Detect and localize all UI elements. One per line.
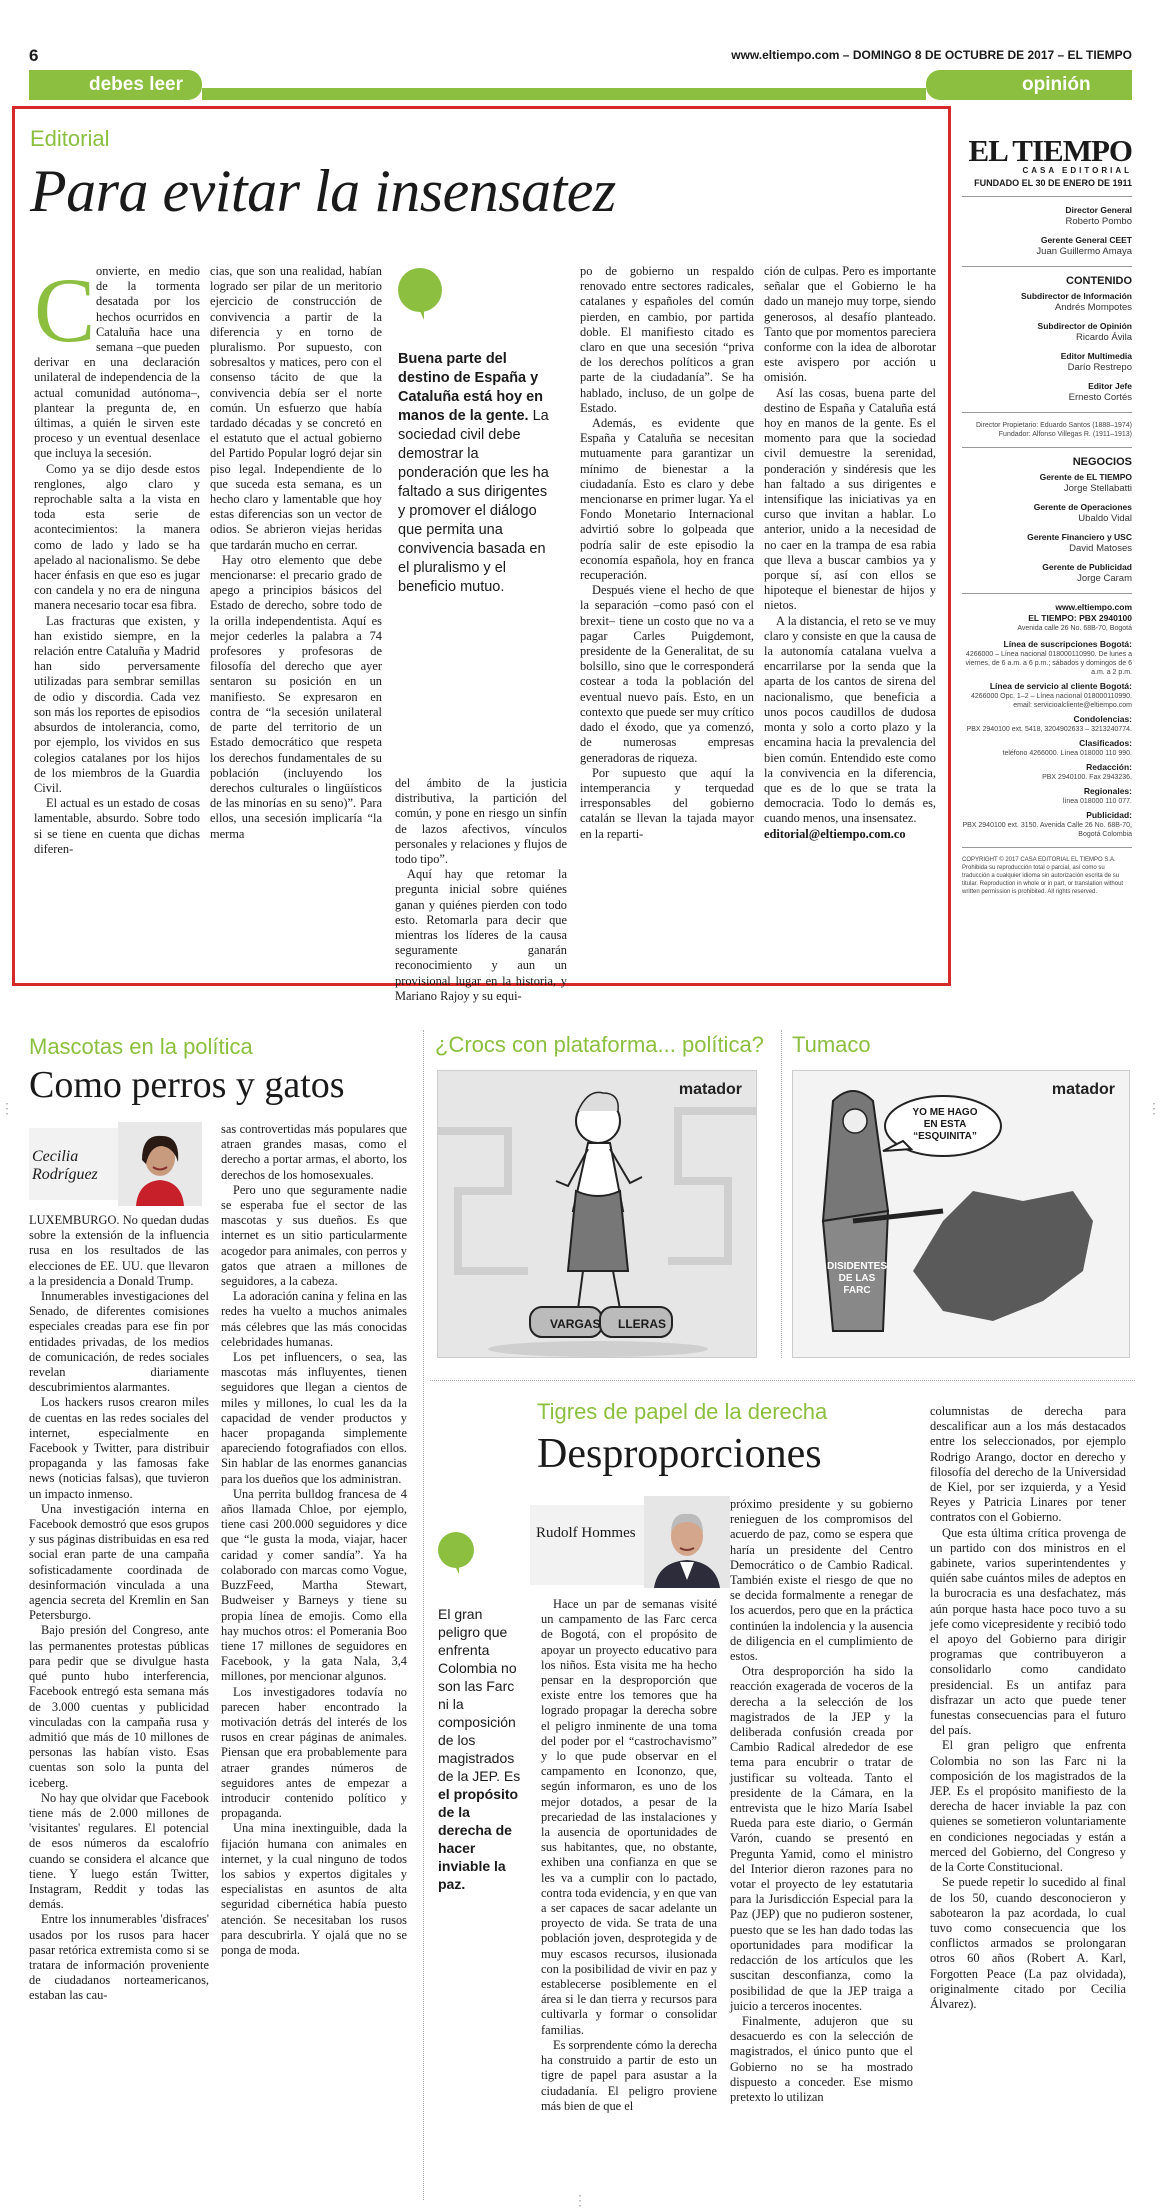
- staff-role: Editor Jefe: [1088, 381, 1132, 391]
- paragraph: Los hackers rusos crearon miles de cuentas en las redes sociales del internet, especialmente en Facebook y Twitter, para distribuir propaganda y las famosas fake news (noticias falsas), que tuvieron un impacto inmenso.: [29, 1395, 209, 1501]
- contact-head: Regionales:: [1083, 786, 1132, 796]
- paragraph: Los investigadores todavía no parecen haber encontrado la motivación detrás del interés de los rusos en crear páginas de animales. Piensan que era probablemente para atraer grandes números de seguidores antes de empezar a introducir contenido político y propaganda.: [221, 1684, 407, 1821]
- website-link[interactable]: www.eltiempo.com: [1055, 602, 1132, 612]
- section-divider: [430, 1380, 1135, 1381]
- paragraph: próximo presidente y su gobierno renieguen de los compromisos del acuerdo de paz, como se espera que haría un presidente del Centro Democrático o de Cambio Radical. También existe el riesgo de que no se decida formalmente a renegar de los acuerdos, pero que en la práctica continúen la indolencia y la ausencia de diligencia en el cumplimiento de estos.: [730, 1497, 913, 1664]
- editorial-kicker: Editorial: [30, 126, 110, 151]
- founder-line: Fundador: Alfonso Villegas R. (1911–1913): [998, 431, 1132, 438]
- staff-role: Gerente de Operaciones: [1033, 502, 1132, 512]
- paragraph: Además, es evidente que España y Cataluña se necesitan mutuamente para garantizar un mínimo de bienestar a la ciudadanía. Esto es claro y debe mencionarse en primer lugar. Ya el Fondo Monetario Internacional advirtió sobre lo golpeada que podría salir de este episodio la economía española, hoy en franca recuperación.: [580, 416, 754, 583]
- pull-quote-text: El gran peligro que enfrenta Colombia no son las Farc ni la composición de los magistrados de la JEP. Es: [438, 1606, 521, 1784]
- croc-label-left: VARGAS: [550, 1317, 601, 1331]
- tigres-column-1: [541, 1597, 717, 2114]
- paragraph: Se puede repetir lo sucedido al final de los 50, cuando desconocieron y sabotearon la paz acordada, lo cual tuvo como consecuencia que los conflictos armados se prolongaran otros 60 años (Robert A. Karl, Forgotten Peace (La paz olvidada), originalmente citado por Cecilia Álvarez).: [930, 1875, 1126, 2011]
- masthead: [962, 133, 1132, 896]
- tigres-title: Desproporciones: [537, 1431, 822, 1477]
- paragraph: Así las cosas, buena parte del destino de España y Cataluña está hoy en manos de la gente. Es el momento para que la sociedad civil demuestre la serenidad, ponderación y sindéresis que les han faltado a sus dirigentes e intensifique las iniciativas ya en curso que invitan a hablar. Lo anterior, unido a la necesidad de no caer en la trampa de esa rabia que lleva a buscar cambios ya y porque sí, así con ellos se hipoteque el bienestar de hijos y nietos.: [764, 385, 936, 613]
- author-photo: [118, 1122, 202, 1206]
- drop-cap: C: [34, 259, 96, 361]
- paragraph: cias, que son una realidad, habían logrado ser pilar de un meritorio ejercicio de construcción de convivencia a partir de la diferencia y en torno de pluralismo. Por supuesto, con sobresaltos y matices, pero con el consenso tácito de que la convivencia debía ser el norte común. Un esfuerzo que había tardado décadas y se concretó en el estatuto que el actual gobierno del Partido Popular logró dejar sin piso legal. Independiente de lo que suceda esta semana, es un hecho claro y lamentable que hoy estas diferencias son un vector de odios. Se abrieron viejas heridas que tardarán mucho en cerrar.: [210, 264, 382, 552]
- paragraph: La adoración canina y felina en las redes ha vuelto a muchos animales más célebres que las más conocidas celebridades humanas.: [221, 1289, 407, 1349]
- editorial-column-3: [395, 776, 567, 1004]
- negocios-heading: NEGOCIOS: [1072, 456, 1132, 468]
- contact-head: Publicidad:: [1086, 810, 1132, 820]
- contact-head: Línea de suscripciones Bogotá:: [1003, 639, 1132, 649]
- paragraph: Una investigación interna en Facebook demostró que esos grupos y sus páginas distribuidas en esa red social eran parte de una campaña sofisticadamente coordinada de desinformación vinculada a una agencia secreta del Kremlin en San Petersburgo.: [29, 1501, 209, 1623]
- pull-quote-bold: el propósito de la derecha de hacer inviable la paz.: [438, 1786, 519, 1892]
- paragraph: sas controvertidas más populares que atraen grandes masas, como el derecho a portar armas, el aborto, los derechos de los homosexuales.: [221, 1122, 407, 1182]
- contact-text: 4266000 – Línea nacional 018000110990. De lunes a viernes, de 6 a.m. a 6 p.m.; sábados y domingos de 6 a.m. a 2 p.m.: [965, 651, 1132, 676]
- quote-icon: [398, 268, 442, 312]
- paragraph: Es sorprendente cómo la derecha ha construido a partir de esto un tigre de papel para asustar a la ciudadanía. El peligro proviene más bien de que el: [541, 2037, 717, 2113]
- editorial-pull-quote: [398, 350, 556, 597]
- contact-head: Redacción:: [1086, 762, 1132, 772]
- staff-name: Ubaldo Vidal: [1078, 513, 1132, 524]
- staff-name: Ernesto Cortés: [1068, 392, 1132, 403]
- cartoon-signature: matador: [1051, 1081, 1115, 1098]
- mascotas-title: Como perros y gatos: [29, 1064, 345, 1106]
- section-tab-opinion: opinión: [926, 70, 1132, 100]
- address-line: Avenida calle 26 No. 68B-70, Bogotá: [1017, 625, 1132, 632]
- staff-name: Ricardo Ávila: [1076, 332, 1132, 343]
- croc-label-right: LLERAS: [618, 1317, 666, 1331]
- editorial-column-5: [764, 264, 936, 842]
- staff-name: Andrés Mompotes: [1054, 302, 1132, 313]
- paragraph: Después viene el hecho de que la separación –como pasó con el brexit– tiene un costo que no va a pagar Carles Puigdemont, presidente de la Generalitat, de su bolsillo, sino que le corresponderá costear a toda la población del eventual nuevo país. Esto, en un contexto que puede ser muy crítico dado el éxodo, que ya comenzó, de numerosas empresas generadoras de riqueza.: [580, 583, 754, 765]
- fold-mark: ⋮: [0, 1100, 14, 1116]
- staff-role: Editor Multimedia: [1060, 351, 1132, 361]
- editorial-column-4: [580, 264, 754, 842]
- contact-text: PBX 2940100 ext. 3150. Avenida Calle 26 No. 68B-70, Bogotá Colombia: [962, 822, 1132, 838]
- paragraph: Los pet influencers, o sea, las mascotas más influyentes, tienen seguidores que llegan a cientos de miles y millones, lo cual les da la capacidad de vender productos y hacer propaganda simplemente apareciendo fotografiados con ellos. Sin hablar de las enormes ganancias para los dueños que los administran.: [221, 1350, 407, 1486]
- paragraph: El gran peligro que enfrenta Colombia no son las Farc ni la composición de los magistrados de la JEP. Es el propósito manifiesto de la derecha de hacer inviable la paz con quienes se sometieron voluntariamente en condiciones negociadas y están a merced del Gobierno, del Congreso y de la Corte Constitucional.: [930, 1738, 1126, 1875]
- staff-role: Gerente de EL TIEMPO: [1039, 472, 1132, 482]
- staff-name: Jorge Caram: [1077, 573, 1132, 584]
- staff-role: Subdirector de Información: [1021, 291, 1132, 301]
- pull-quote-text: La sociedad civil debe demostrar la ponderación que les ha faltado a sus dirigentes y promover el diálogo que permita una convivencia basada en el pluralismo y el beneficio mutuo.: [398, 408, 549, 595]
- cartoon-signature: matador: [678, 1081, 742, 1098]
- paragraph: No hay que olvidar que Facebook tiene más de 2.000 millones de 'visitantes' regulares. El potencial de esos números da escalofrío cuando se considera el alcance que tiene. Y luego están Twitter, Instagram, Reddit y todas las demás.: [29, 1790, 209, 1912]
- founded-line: FUNDADO EL 30 DE ENERO DE 1911: [974, 178, 1132, 188]
- tigres-column-2: [730, 1497, 913, 2105]
- contact-head: Clasificados:: [1079, 738, 1132, 748]
- paragraph: Entre los innumerables 'disfraces' usados por los rusos para hacer pasar retórica extremista como si se tratara de información proveniente de ciudadanos norteamericanos, estaban las cau-: [29, 1912, 209, 2003]
- paragraph: Las fracturas que existen, y han existido siempre, en la relación entre Cataluña y Madrid han sido perversamente utilizadas para sembrar semillas de odio y discordia. Cada vez son más los reportes de episodios absurdos de intolerancia, como, por ejemplo, los vividos en sus colegios catalanes por los hijos de los miembros de la Guardia Civil.: [34, 613, 200, 795]
- pbx-line: EL TIEMPO: PBX 2940100: [1028, 613, 1132, 623]
- editorial-column-2: [210, 264, 382, 842]
- staff-name: Darío Restrepo: [1067, 362, 1132, 373]
- contact-text: 4266000 Opc. 1–2 – Línea nacional 018000110990. email: servicioalcliente@eltiempo.com: [970, 693, 1132, 709]
- paragraph: Otra desproporción ha sido la reacción exagerada de voceros de la derecha a la selección de los magistrados de la JEP y la deliberada confusión creada por Cambio Radical alrededor de ese tema para encubrir o tratar de justificar su volteada. Tanto el presidente de la Cámara, en la entrevista que le hizo María Isabel Rueda para este diario, o Germán Varón, cuando se presentó en Pregunta Yamid, como el ministro del Interior dieron razones para no votar el proyecto de ley estatutaria para la Jurisdicción Especial para la Paz (JEP) que no pudieron sostener, puesto que se les han dado todas las oportunidades para modificar la redacción de los artículos que les suscitan desconfianza, como la posibilidad de que la JEP traiga a juicio a terceros inocentes.: [730, 1664, 913, 2013]
- paragraph: del ámbito de la justicia distributiva, la partición del común, y pone en riesgo un sinfín de lazos afectivos, vínculos personales y relaciones y flujos de todo tipo”.: [395, 776, 567, 867]
- staff-role: Gerente Financiero y USC: [1027, 532, 1132, 542]
- paragraph: LUXEMBURGO. No quedan dudas sobre la extensión de la influencia rusa en los resultados de las elecciones de EE. UU. que llevaron a la presidencia a Donald Trump.: [29, 1213, 209, 1288]
- pull-quote-bold: Buena parte del destino de España y Cataluña está hoy en manos de la gente.: [398, 351, 544, 424]
- tigres-pull-quote: [438, 1605, 524, 1893]
- author-photo: [644, 1496, 730, 1588]
- speech-bubble-text: YO ME HAGO EN ESTA “ESQUINITA”: [912, 1107, 978, 1142]
- contact-text: PBX 2940100 ext. 5418, 3204902633 – 3213240774.: [966, 726, 1132, 733]
- paragraph: A la distancia, el reto se ve muy claro y consiste en que la causa de la autonomía catalana vuelva a encarrilarse por la senda que la aparta de los cantos de sirena del nacionalismo, que beneficia a unos pocos caudillos de dudosa monta y solo a corto plazo y la encamina hacia la prevalencia del bien común. Entendido este como la convivencia en la diferencia, que es de lo que se trata la democracia. Todo lo demás es, cuando menos, una insensatez.: [764, 613, 936, 826]
- section-bar: [202, 88, 926, 100]
- cartoon-label: DISIDENTES DE LAS FARC: [827, 1261, 888, 1296]
- paragraph: ción de culpas. Pero es importante señalar que el Gobierno le ha dado un manejo muy torpe, siendo generosos, al desafío planteado. Tanto que por momentos pareciera conforme con la idea de alborotar este avispero por acción u omisión.: [764, 264, 936, 385]
- mascotas-column-1: [29, 1213, 209, 2004]
- paragraph: Innumerables investigaciones del Senado, de diferentes comisiones especiales creadas para ese fin por entidades privadas, de los medios de comunicación, de redes sociales revelan diariamente descubrimientos alarmantes.: [29, 1289, 209, 1395]
- staff-name: Roberto Pombo: [1065, 216, 1132, 227]
- logo: EL TIEMPO: [968, 133, 1132, 168]
- paragraph: El actual es un estado de cosas lamentable, absurdo. Sobre todo si se tiene en cuenta que dichas diferen-: [34, 796, 200, 856]
- tigres-kicker: Tigres de papel de la derecha: [537, 1399, 828, 1424]
- mascotas-kicker: Mascotas en la política: [29, 1034, 253, 1059]
- paragraph: Una mina inextinguible, dada la fijación humana con animales en internet, y la cual ninguno de todos los sabios y expertos digitales y especialistas en asuntos de alta seguridad cibernética había puesto atención. Se necesitaban los rusos para descubrirla. Y ojalá que no se ponga de moda.: [221, 1821, 407, 1957]
- paragraph: Hay otro elemento que debe mencionarse: el precario grado de apego a principios básicos del Estado de derecho, sobre todo de la orilla independentista. Aquí es mejor cederles la palabra a 74 profesores y profesoras de filosofía del derecho que ayer sentaron su posición en un manifiesto. Se expresaron en contra de “la secesión unilateral de parte del territorio de un Estado democrático que respeta los derechos fundamentales de su población (incluyendo los derechos culturales o lingüísticos de las minorías en su seno)”. Para ellos, una secesión implicaría “la merma: [210, 552, 382, 841]
- contact-text: PBX 2940100. Fax 2943236.: [1042, 774, 1132, 781]
- site-date-line: www.eltiempo.com – DOMINGO 8 DE OCTUBRE DE 2017 – EL TIEMPO: [731, 48, 1132, 62]
- tigres-column-3: [930, 1404, 1126, 2012]
- fold-mark: ⋮: [573, 2192, 587, 2208]
- paragraph: po de gobierno un respaldo renovado entre sectores radicales, catalanes y españoles del común pierden, en cambio, por partida doble. El manifiesto citado es claro en que una secesión “priva de los derechos políticos a gran parte de la ciudadanía”. Se ha hablado, incluso, de un golpe de Estado.: [580, 264, 754, 415]
- paragraph: Aquí hay que retomar la pregunta inicial sobre quiénes ganan y quiénes pierden con todo esto. Retomarla para decir que mientras los líderes de la causa seguramente ganarán reconocimiento y aun un provisional lugar en la historia, y Mariano Rajoy y su equi-: [395, 867, 567, 1003]
- paragraph: Como ya se dijo desde estos renglones, algo claro y reprochable salta a la vista en toda esta serie de acontecimientos: la manera como de lado y lado se ha apelado al nacionalismo. Se debe hacer énfasis en que eso es jugar con candela y no era de ninguna manera necesario tocar esa fibra.: [34, 461, 200, 613]
- owner-line: Director Propietario: Eduardo Santos (1888–1974): [975, 422, 1132, 429]
- paragraph: Por supuesto que aquí la intemperancia y terquedad irresponsables del gobierno catalán se llevan la tajada mayor en la reparti-: [580, 765, 754, 841]
- paragraph: Finalmente, adujeron que su desacuerdo es con la selección de magistrados, el único punto que el Gobierno no se ha mostrado dispuesto a conceder. Ese mismo pretexto lo utilizan: [730, 2013, 913, 2104]
- editorial-title: Para evitar la insensatez: [30, 158, 616, 224]
- staff-name: David Matoses: [1069, 543, 1132, 554]
- column-divider: [781, 1030, 782, 1358]
- staff-name: Juan Guillermo Amaya: [1036, 246, 1132, 257]
- fold-mark: ⋮: [1147, 1100, 1161, 1116]
- column-divider: [423, 1030, 424, 2200]
- paragraph: Una perrita bulldog francesa de 4 años llamada Chloe, por ejemplo, tiene casi 200.000 seguidores y dice que “le gusta la moda, viajar, hacer caridad y comer sandía”. Ya ha colaborado con marcas como Vogue, BuzzFeed, Martha Stewart, Budweiser y Barneys y tiene su propia línea de emojis. Como ella hay muchos otros: el Pomerania Boo tiene 17 millones de seguidores en Facebook, y la gata Nala, 3,4 millones, por mencionar algunos.: [221, 1486, 407, 1684]
- editorial-email[interactable]: editorial@eltiempo.com.co: [764, 826, 906, 841]
- cartoon-drawing: [438, 1071, 757, 1358]
- copyright: COPYRIGHT © 2017 CASA EDITORIAL EL TIEMPO S.A. Prohibida su reproducción total o parcial, así como su traducción a cualquier idioma sin autorización escrita de su titular. Reproduction in whole or in part, or translation without written permission is prohibited. All rights reserved.: [962, 857, 1124, 895]
- tumaco-kicker: Tumaco: [792, 1032, 871, 1057]
- cartoon-crocs: [437, 1070, 757, 1358]
- staff-role: Director General: [1065, 205, 1132, 215]
- section-tab-debes-leer: debes leer: [29, 70, 202, 100]
- mascotas-column-2: [221, 1122, 407, 1958]
- staff-role: Gerente General CEET: [1040, 235, 1132, 245]
- logo-subtitle: CASA EDITORIAL: [1022, 166, 1132, 175]
- contact-head: Línea de servicio al cliente Bogotá:: [989, 681, 1132, 691]
- page-number: 6: [29, 46, 39, 65]
- author-name: Rudolf Hommes: [536, 1525, 636, 1541]
- quote-icon: [438, 1532, 474, 1568]
- crocs-kicker: ¿Crocs con plataforma... política?: [435, 1032, 764, 1057]
- staff-name: Jorge Stellabatti: [1063, 483, 1132, 494]
- contenido-heading: CONTENIDO: [1066, 275, 1132, 287]
- contact-text: teléfono 4266000. Línea 018000 110 990.: [1002, 750, 1132, 757]
- staff-role: Gerente de Publicidad: [1042, 562, 1132, 572]
- editorial-column-1: [34, 259, 200, 857]
- cartoon-tumaco: [792, 1070, 1130, 1358]
- contact-head: Condolencias:: [1073, 714, 1132, 724]
- paragraph: Pero uno que seguramente nadie se esperaba fue el sector de las mascotas y sus dueños. Es que internet es un sitio particularmente acogedor para animales, con perros y gatos que atraen a millones de seguidores, a la cabeza.: [221, 1182, 407, 1289]
- paragraph: columnistas de derecha para descalificar aun a los más destacados entre los seleccionados, por ejemplo Rodrigo Arango, doctor en derecho y filosofía del derecho de la Universidad de Kiel, por ser izquierda, y a Yesid Reyes y Patricia Linares por tener contratos con el Gobierno.: [930, 1404, 1126, 1525]
- contact-text: línea 018000 110 077.: [1062, 798, 1132, 805]
- author-name: Cecilia Rodríguez: [32, 1148, 98, 1183]
- paragraph: Bajo presión del Congreso, ante las permanentes protestas públicas para pedir que se divulgue hasta qué punto hubo interferencia, Facebook entregó esta semana más de 3.000 cuentas y publicidad vinculadas con la campaña rusa y admitió que más de 10 millones de personas las habían visto. Esas cuentas son solo la punta del iceberg.: [29, 1623, 209, 1790]
- paragraph: Que esta última crítica provenga de un partido con dos ministros en el gabinete, varios superintendentes y quién sabe cuántos miles de adeptos en la burocracia es una desfachatez, más aún porque hasta hace poco tuvo a su jefe como vicepresidente y recibió todo el apoyo del Gobierno para dirigir programas que contribuyeron a consolidarlo como candidato presidencial. Es un antifaz para disfrazar un acto que puede tener funestas consecuencias para el futuro del país.: [930, 1525, 1126, 1738]
- paragraph: onvierte, en medio de la tormenta desatada por los hechos ocurridos en Cataluña hace una semana –que pueden derivar en una declaración unilateral de independencia de la actual comunidad autónoma–, plantear la pregunta de, en últimas, a quién le sirven este proceso y un eventual desenlace que incluya la secesión.: [34, 264, 200, 461]
- paragraph: Hace un par de semanas visité un campamento de las Farc cerca de Bogotá, con el propósito de apoyar un proyecto educativo para los niños. Esta visita me ha hecho pensar en la desproporción que existe entre los temores que ha logrado propagar la derecha sobre el peligro inminente de una toma del poder por el “castrochavismo” y lo que pude observar en el campamento en Icononzo, que, según informaron, es uno de los mejor dotados, a pesar de la precariedad de las instalaciones y la ausencia de oportunidades de sus habitantes, que, no obstante, exhiben una confianza en que se les va a cumplir con lo pactado, contra toda evidencia, y en que van a ser capaces de sacar adelante un proyecto de vida. Se trata de una población joven, desprotegida y de muy escasos recursos, ilusionada con la posibilidad de vivir en paz y establecerse posiblemente en el área si le dan tierra y recursos para cultivarla y formar o consolidar familias.: [541, 1597, 717, 2037]
- staff-role: Subdirector de Opinión: [1037, 321, 1132, 331]
